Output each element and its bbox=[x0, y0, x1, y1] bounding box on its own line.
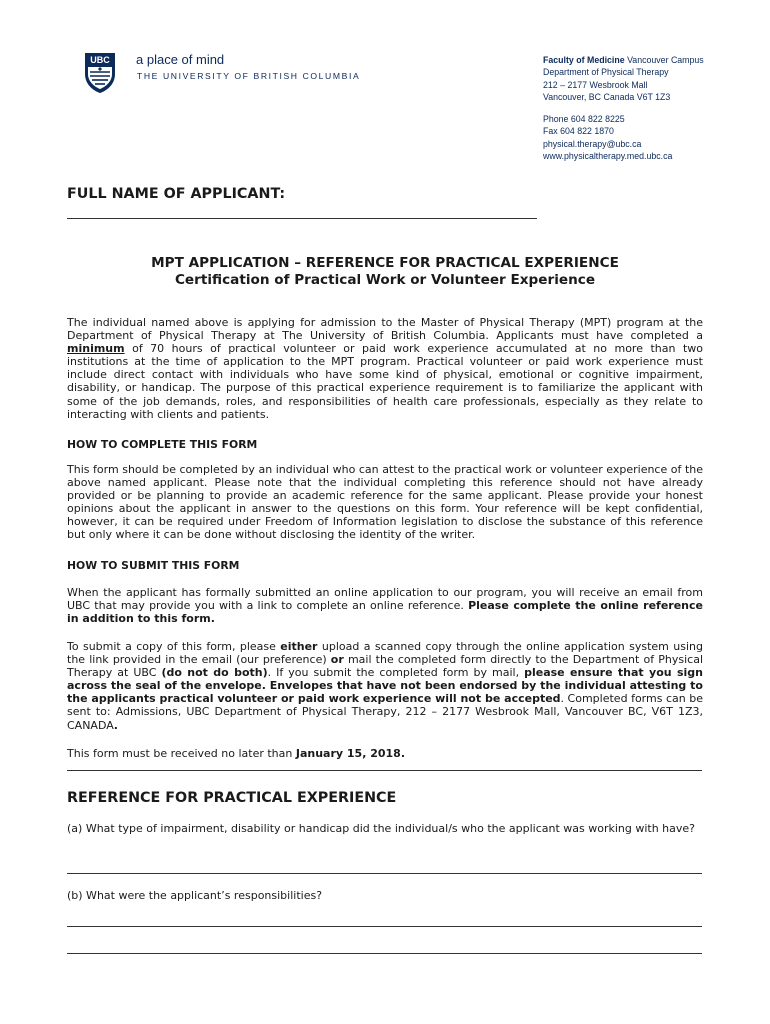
university-name: THE UNIVERSITY OF BRITISH COLUMBIA bbox=[137, 71, 361, 81]
how-to-complete-heading: HOW TO COMPLETE THIS FORM bbox=[67, 438, 258, 451]
faculty-name: Faculty of Medicine bbox=[543, 55, 625, 65]
applicant-name-label: FULL NAME OF APPLICANT: bbox=[67, 186, 286, 202]
answer-b-line-2[interactable] bbox=[67, 953, 702, 954]
form-subtitle: Certification of Practical Work or Volunteer Experience bbox=[174, 272, 596, 288]
tagline: a place of mind bbox=[136, 52, 225, 67]
answer-a-line[interactable] bbox=[67, 873, 702, 874]
email-link[interactable]: physical.therapy@ubc.ca bbox=[543, 138, 642, 149]
logo-text: UBC bbox=[90, 55, 110, 65]
section-divider bbox=[67, 770, 702, 771]
address-line-1: 212 – 2177 Wesbrook Mall bbox=[543, 79, 648, 90]
applicant-name-field[interactable] bbox=[67, 218, 537, 219]
department-name: Department of Physical Therapy bbox=[543, 67, 669, 78]
submit-paragraph-1: When the applicant has formally submitted an online application to our program, you will receive an email from UBC that may provide you with a link to complete an online reference. Please complete the online reference in addition to this form. bbox=[67, 586, 703, 626]
contact-block bbox=[543, 54, 704, 162]
envelope-seal-notice: please ensure that you sign across the seal of the envelope. Envelopes that have not been endorsed by the individual attesting to the applicants practical volunteer or paid work experience will not be accepted bbox=[67, 666, 704, 706]
submit-paragraph-2: To submit a copy of this form, please either upload a scanned copy through the online application system using the link provided in the email (our preference) or mail the completed form directly to the Department of Physical Therapy at UBC (do not do both). If you submit the completed form by mail, please ensure that you sign across the seal of the envelope. Envelopes that have not been endorsed by the individual attesting to the applicants practical volunteer or paid work experience will not be accepted. Completed forms can be sent to: Admissions, UBC Department of Physical Therapy, 212 – 2177 Wesbrook Mall, Vancouver BC, V6T 1Z3, CANADA. bbox=[67, 640, 704, 732]
deadline-date: January 15, 2018. bbox=[295, 747, 405, 760]
form-title: MPT APPLICATION – REFERENCE FOR PRACTICAL EXPERIENCE bbox=[151, 255, 619, 271]
website-link[interactable]: www.physicaltherapy.med.ubc.ca bbox=[543, 151, 673, 162]
campus-name: Vancouver Campus bbox=[627, 55, 704, 65]
online-reference-note: Please complete the online reference in addition to this form. bbox=[67, 599, 703, 626]
ubc-crest-logo bbox=[84, 52, 116, 94]
question-b: (b) What were the applicant’s responsibilities? bbox=[67, 889, 323, 902]
deadline-line: This form must be received no later than January 15, 2018. bbox=[67, 747, 405, 760]
fax-number: Fax 604 822 1870 bbox=[543, 126, 614, 137]
intro-paragraph: The individual named above is applying for admission to the Master of Physical Therapy (MPT) program at the Department of Physical Therapy at The University of British Columbia. Applicants must have completed a minimum of 70 hours of practical volunteer or paid work experience accumulated at no more than two institutions at the time of application to the MPT program. Practical volunteer or paid work experience must include direct contact with individuals who have some kind of physical, emotional or cognitive impairment, disability, or handicap. The purpose of this practical experience requirement is to familiarize the applicant with some of the job demands, roles, and responsibilities of health care professionals, especially as they relate to interacting with clients and patients. bbox=[67, 316, 703, 421]
mailing-address: . Completed forms can be sent to: Admissions, UBC Department of Physical Therapy, 212 – 2177 Wesbrook Mall, Vancouver BC, V6T 1Z3, CANADA bbox=[67, 692, 703, 732]
address-line-2: Vancouver, BC Canada V6T 1Z3 bbox=[543, 91, 671, 102]
how-to-submit-heading: HOW TO SUBMIT THIS FORM bbox=[67, 559, 240, 572]
answer-b-line-1[interactable] bbox=[67, 926, 702, 927]
minimum-emphasis: minimum bbox=[67, 342, 125, 356]
reference-heading: REFERENCE FOR PRACTICAL EXPERIENCE bbox=[67, 790, 397, 806]
question-a: (a) What type of impairment, disability or handicap did the individual/s who the applicant was working with have? bbox=[67, 822, 696, 835]
phone-number: Phone 604 822 8225 bbox=[543, 114, 625, 125]
how-to-complete-text: This form should be completed by an individual who can attest to the practical work or volunteer experience of the above named applicant. Please note that the individual completing this reference should not have already provided or be planning to provide an academic reference for the same applicant. Please provide your honest opinions about the applicant in answer to the questions on this form. Your reference will be kept confidential, however, it can be required under Freedom of Information legislation to disclose the substance of this reference but only where it can be done without disclosing the identity of the writer. bbox=[67, 463, 703, 542]
